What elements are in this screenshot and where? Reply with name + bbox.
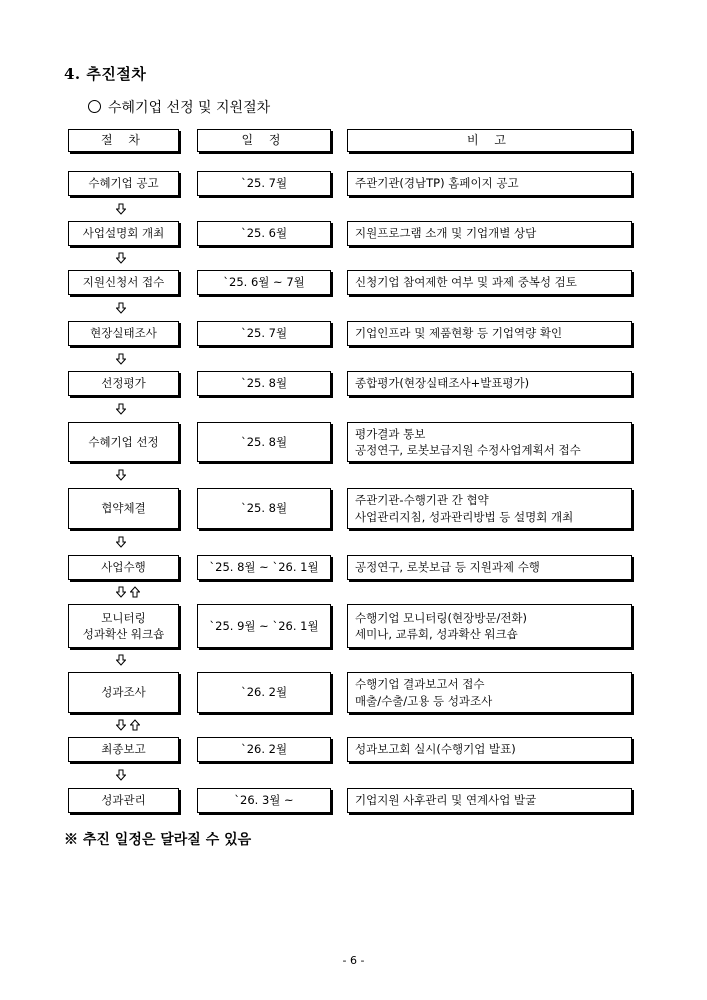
note-box-text: 성과보고회 실시(수행기업 발표): [355, 742, 516, 757]
down-arrow-icon: [116, 654, 126, 666]
schedule-box: [197, 555, 331, 580]
note-box-text: 공정연구, 로봇보급지원 수정사업계획서 접수: [355, 443, 581, 457]
flow-arrow: [116, 769, 126, 783]
flow-arrow: [116, 403, 126, 417]
header-step: 절 차: [68, 129, 179, 152]
down-arrow-icon: [116, 403, 126, 415]
note-box: [347, 171, 632, 196]
note-box: [347, 788, 632, 813]
schedule-box-text: `25. 6월: [240, 226, 288, 241]
note-box-text: 매출/수출/고용 등 성과조사: [355, 693, 493, 708]
note-box: [347, 321, 632, 346]
schedule-box: [197, 270, 331, 295]
step-box-text: 성과관리: [101, 793, 146, 808]
note-box-text: 공정연구, 로봇보급 등 지원과제 수행: [355, 560, 540, 575]
flow-arrow: [116, 252, 126, 266]
step-box-text: 성과조사: [101, 685, 146, 700]
up-arrow-icon: [130, 586, 140, 598]
note-box: [347, 672, 632, 713]
schedule-box: [197, 422, 331, 462]
flow-arrow: [116, 719, 140, 733]
up-arrow-icon: [130, 719, 140, 731]
step-box: [68, 737, 179, 762]
step-box: [68, 321, 179, 346]
down-arrow-icon: [116, 719, 126, 731]
schedule-box-text: `26. 3월 ~: [234, 793, 294, 808]
circle-bullet-icon: [88, 100, 101, 113]
down-arrow-icon: [116, 586, 126, 598]
down-arrow-icon: [116, 203, 126, 215]
note-box: [347, 737, 632, 762]
step-box-text: 사업수행: [101, 560, 146, 575]
flow-arrow: [116, 203, 126, 217]
flow-arrow: [116, 469, 126, 483]
down-arrow-icon: [116, 469, 126, 481]
header-note: 비 고: [347, 129, 632, 152]
note-box: [347, 604, 632, 648]
step-box-text: 수혜기업 선정: [88, 434, 159, 449]
schedule-box: [197, 371, 331, 396]
step-box-text: 사업설명회 개최: [82, 226, 165, 241]
section-heading: 4. 추진절차: [64, 65, 147, 83]
schedule-box: [197, 221, 331, 246]
flow-arrow: [116, 353, 126, 367]
note-box-text: 신청기업 참여제한 여부 및 과제 중복성 검토: [355, 275, 577, 290]
note-box-text: 평가결과 통보: [355, 426, 426, 441]
schedule-box-text: `25. 6월 ~ 7월: [223, 275, 305, 290]
step-box-text: 성과확산 워크숍: [82, 627, 165, 641]
schedule-box: [197, 171, 331, 196]
step-box: [68, 221, 179, 246]
step-box-text: 수혜기업 공고: [88, 176, 159, 191]
schedule-box: [197, 672, 331, 713]
down-arrow-icon: [116, 769, 126, 781]
schedule-box-text: `25. 8월: [240, 376, 288, 391]
note-box-text: 주관기관(경남TP) 홈페이지 공고: [355, 176, 519, 191]
note-box-text: 수행기업 모니터링(현장방문/전화): [355, 610, 528, 625]
schedule-box-text: `25. 8월: [240, 501, 288, 516]
step-box: [68, 788, 179, 813]
note-box: [347, 221, 632, 246]
step-box: [68, 604, 179, 648]
note-box-text: 지원프로그램 소개 및 기업개별 상담: [355, 226, 537, 241]
step-box-text: 현장실태조사: [90, 326, 157, 341]
note-box: [347, 270, 632, 295]
note-box: [347, 422, 632, 462]
schedule-box: [197, 604, 331, 648]
note-box-text: 수행기업 결과보고서 접수: [355, 677, 485, 692]
note-box-text: 기업인프라 및 제품현황 등 기업역량 확인: [355, 326, 563, 341]
flow-arrow: [116, 654, 126, 668]
footnote: ※ 추진 일정은 달라질 수 있음: [64, 832, 252, 848]
note-box: [347, 371, 632, 396]
page-number: - 6 -: [342, 954, 365, 967]
step-box: [68, 488, 179, 529]
flow-arrow: [116, 586, 140, 600]
schedule-box-text: `25. 7월: [240, 176, 288, 191]
schedule-box-text: `25. 7월: [240, 326, 288, 341]
step-box: [68, 422, 179, 462]
note-box: [347, 555, 632, 580]
subsection-heading-text: 수혜기업 선정 및 지원절차: [108, 100, 271, 116]
step-box: [68, 270, 179, 295]
header-schedule: 일 정: [197, 129, 331, 152]
step-box-text: 최종보고: [101, 742, 146, 757]
schedule-box-text: `25. 8월 ~ `26. 1월: [209, 560, 319, 575]
schedule-box-text: `25. 9월 ~ `26. 1월: [209, 618, 319, 633]
step-box-text: 협약체결: [101, 501, 146, 516]
step-box: [68, 672, 179, 713]
step-box-text: 모니터링: [101, 610, 146, 625]
schedule-box: [197, 788, 331, 813]
step-box-text: 지원신청서 접수: [82, 275, 165, 290]
schedule-box-text: `25. 8월: [240, 434, 288, 449]
note-box-text: 사업관리지침, 성과관리방법 등 설명회 개최: [355, 509, 574, 524]
step-box-text: 선정평가: [101, 376, 146, 391]
flow-arrow: [116, 536, 126, 550]
note-box-text: 종합평가(현장실태조사+발표평가): [355, 376, 530, 391]
down-arrow-icon: [116, 252, 126, 264]
schedule-box: [197, 737, 331, 762]
schedule-box: [197, 321, 331, 346]
down-arrow-icon: [116, 353, 126, 365]
note-box-text: 세미나, 교류회, 성과확산 워크숍: [355, 627, 518, 641]
down-arrow-icon: [116, 302, 126, 314]
schedule-box: [197, 488, 331, 529]
step-box: [68, 171, 179, 196]
subsection-heading: [88, 97, 270, 117]
note-box-text: 주관기관-수행기관 간 협약: [355, 493, 489, 508]
note-box: [347, 488, 632, 529]
note-box-text: 기업지원 사후관리 및 연계사업 발굴: [355, 793, 537, 808]
step-box: [68, 371, 179, 396]
step-box: [68, 555, 179, 580]
schedule-box-text: `26. 2월: [240, 742, 288, 757]
flow-arrow: [116, 302, 126, 316]
schedule-box-text: `26. 2월: [240, 685, 288, 700]
down-arrow-icon: [116, 536, 126, 548]
